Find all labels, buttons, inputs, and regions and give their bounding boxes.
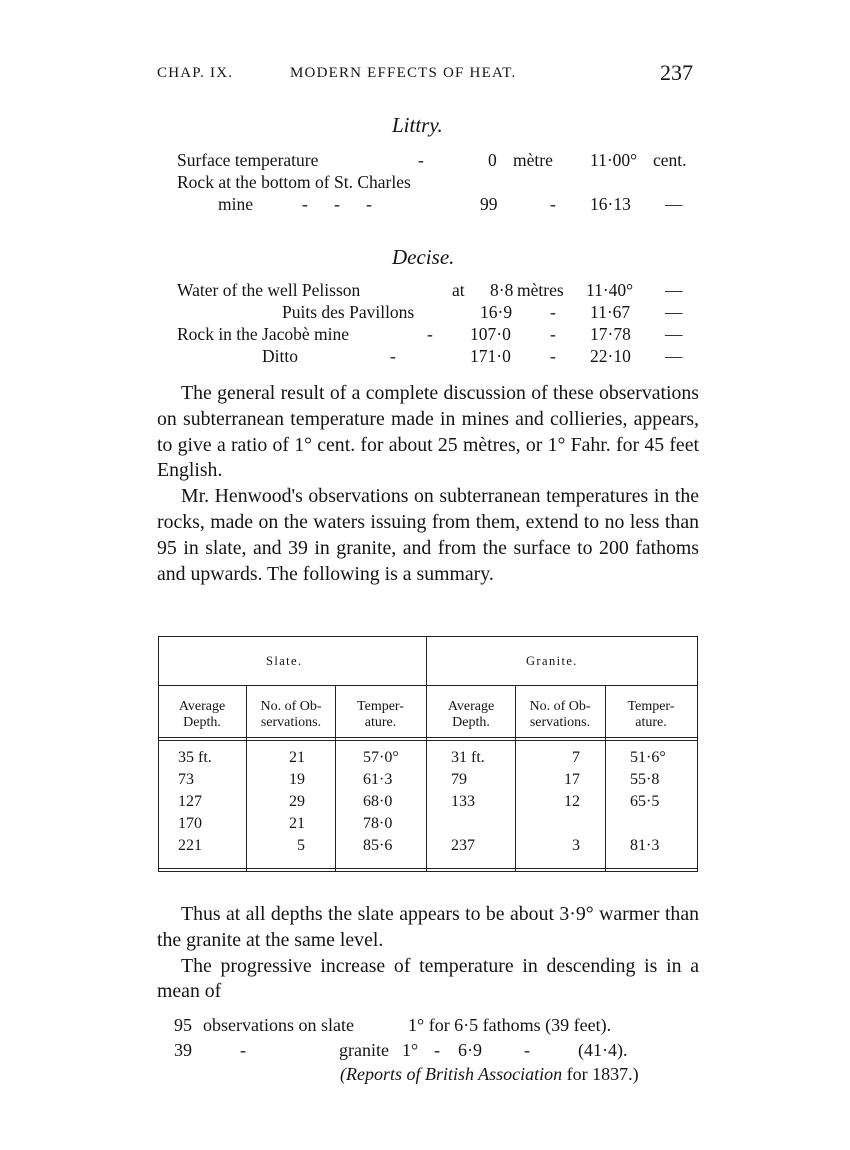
littry-row-label: mine xyxy=(218,194,253,214)
page-number: 237 xyxy=(660,60,693,85)
decise-row-label: Water of the well Pelisson xyxy=(177,280,361,300)
table-cell: 21 xyxy=(289,749,305,766)
depth: 8·8 xyxy=(490,280,514,300)
littry-heading: Littry. xyxy=(392,113,443,137)
temperature: 17·78 xyxy=(590,324,631,344)
depth: 16·9 xyxy=(480,302,513,322)
dash: - xyxy=(550,346,556,366)
dash: - xyxy=(550,302,556,322)
dash: - xyxy=(427,324,433,344)
dashes: - - - xyxy=(302,194,372,214)
paragraph: Thus at all depths the slate appears to be about 3·9° warmer than the granite at the same level. xyxy=(157,903,699,951)
granite-group-header: Granite. xyxy=(526,654,578,668)
temperature: 11·67 xyxy=(590,302,631,322)
decise-row-label: Puits des Pavillons xyxy=(282,302,415,322)
table-cell: 170 xyxy=(178,815,202,832)
table-cell: 127 xyxy=(178,793,202,810)
header-line: No. of Ob- xyxy=(529,699,591,714)
header-line: ature. xyxy=(364,715,397,730)
table-cell: 73 xyxy=(178,771,194,788)
table-cell: 81·3 xyxy=(630,837,660,854)
dash: - xyxy=(434,1040,440,1060)
ditto-mark: — xyxy=(665,280,683,300)
table-cell: 5 xyxy=(297,837,305,854)
table-cell: 85·6 xyxy=(363,837,393,854)
table-cell: 221 xyxy=(178,837,202,854)
table-cell: 68·0 xyxy=(363,793,393,810)
depth: 171·0 xyxy=(470,346,511,366)
paragraph: The progressive increase of temperature in descending is in a mean of xyxy=(157,954,699,1003)
table-cell: 133 xyxy=(451,793,475,810)
depth: 107·0 xyxy=(470,324,511,344)
table-cell: 61·3 xyxy=(363,771,393,788)
table-cell xyxy=(630,813,690,835)
table-cell: 79 xyxy=(451,771,467,788)
granite-depth-column xyxy=(451,747,511,857)
slate-observations-column xyxy=(273,747,305,857)
table-cell: 21 xyxy=(289,815,305,832)
summary-text: observations on slate xyxy=(203,1015,354,1035)
slate-depth-column xyxy=(178,747,234,857)
header-line: servations. xyxy=(260,715,322,730)
table-cell: 31 ft. xyxy=(451,749,485,766)
ditto-mark: — xyxy=(665,324,683,344)
header-line: ature. xyxy=(635,715,667,730)
table-cell: 51·6° xyxy=(630,749,666,766)
dash: - xyxy=(240,1040,246,1060)
granite-observations-column xyxy=(548,747,580,857)
summary-feet: (41·4). xyxy=(578,1040,628,1060)
dash: - xyxy=(390,346,396,366)
header-line: servations. xyxy=(529,715,591,730)
summary-table xyxy=(158,636,698,874)
temperature: 16·13 xyxy=(590,194,631,214)
table-cell: 57·0° xyxy=(363,749,399,766)
dash: - xyxy=(418,150,424,170)
table-cell: 78·0 xyxy=(363,815,393,832)
header-line: Temper- xyxy=(357,699,404,714)
summary-fathoms: 6·9 xyxy=(458,1040,482,1060)
ditto-mark: — xyxy=(665,302,683,322)
ditto-mark: — xyxy=(665,346,683,366)
summary-count: 39 xyxy=(174,1040,192,1060)
littry-row-label: Surface temperature xyxy=(177,150,319,170)
header-line: Depth. xyxy=(183,715,221,730)
slate-group-header: Slate. xyxy=(266,654,303,668)
littry-row-label: Rock at the bottom of St. Charles xyxy=(177,172,411,192)
citation-year: for 1837.) xyxy=(566,1064,639,1084)
temperature: 11·40° xyxy=(586,280,634,300)
decise-heading: Decise. xyxy=(392,245,455,269)
dash: - xyxy=(550,194,556,214)
paragraph: Mr. Henwood's observations on subterranean temperatures in the rocks, made on the waters issuing from them, extend to no less than 95 in slate, and 39 in granite, and from the surface to 200 fathoms and upwards. The following is a summary. xyxy=(157,485,699,585)
column-header xyxy=(426,699,516,731)
summary-degree: 1° xyxy=(402,1040,419,1060)
summary-count: 95 xyxy=(174,1015,192,1035)
temperature: 22·10 xyxy=(590,346,631,366)
table-cell: 19 xyxy=(289,771,305,788)
table-cell: 7 xyxy=(572,749,580,766)
summary-rock: granite xyxy=(339,1040,389,1060)
at-label: at xyxy=(452,280,465,300)
unit: mètre xyxy=(513,150,553,170)
column-header xyxy=(515,699,605,731)
header-line: No. of Ob- xyxy=(260,699,322,714)
table-cell: 35 ft. xyxy=(178,749,212,766)
summary-ratio: 1° for 6·5 fathoms (39 feet). xyxy=(408,1015,612,1035)
header-line: Temper- xyxy=(627,699,675,714)
ditto-mark: — xyxy=(665,194,683,214)
table-cell: 17 xyxy=(564,771,580,788)
column-header xyxy=(335,699,426,731)
depth: 99 xyxy=(480,194,498,214)
decise-row-label: Rock in the Jacobè mine xyxy=(177,324,350,344)
table-cell: 237 xyxy=(451,837,475,854)
table-cell: 3 xyxy=(572,837,580,854)
temp-unit: cent. xyxy=(653,150,687,170)
table-cell: 12 xyxy=(564,793,580,810)
table-cell: 55·8 xyxy=(630,771,660,788)
body-text xyxy=(157,381,699,587)
dash: - xyxy=(550,324,556,344)
column-header xyxy=(605,699,697,731)
citation xyxy=(340,1064,639,1085)
decise-row-label: Ditto xyxy=(262,346,298,366)
table-cell: 29 xyxy=(289,793,305,810)
header-line: Depth. xyxy=(452,715,490,730)
body-text xyxy=(157,902,699,1005)
chapter-label: CHAP. IX. xyxy=(157,65,234,81)
header-line: Average xyxy=(178,699,226,714)
temperature: 11·00° xyxy=(590,150,638,170)
unit: mètres xyxy=(517,280,564,300)
column-header xyxy=(158,699,246,731)
table-cell xyxy=(451,813,511,835)
column-header xyxy=(246,699,336,731)
table-cell: 65·5 xyxy=(630,793,660,810)
slate-temperature-column xyxy=(363,747,423,857)
running-title: MODERN EFFECTS OF HEAT. xyxy=(290,65,517,81)
dash: - xyxy=(524,1040,530,1060)
citation-source: (Reports of British Association xyxy=(340,1064,563,1084)
header-line: Average xyxy=(447,699,495,714)
depth: 0 xyxy=(488,150,497,170)
table-cell xyxy=(548,813,580,835)
granite-temperature-column xyxy=(630,747,690,857)
paragraph: The general result of a complete discussion of these observations on subterranean temperature made in mines and collieries, appears, to give a ratio of 1° cent. for about 25 mètres, or 1° Fahr. for 45 feet English. xyxy=(157,382,699,482)
